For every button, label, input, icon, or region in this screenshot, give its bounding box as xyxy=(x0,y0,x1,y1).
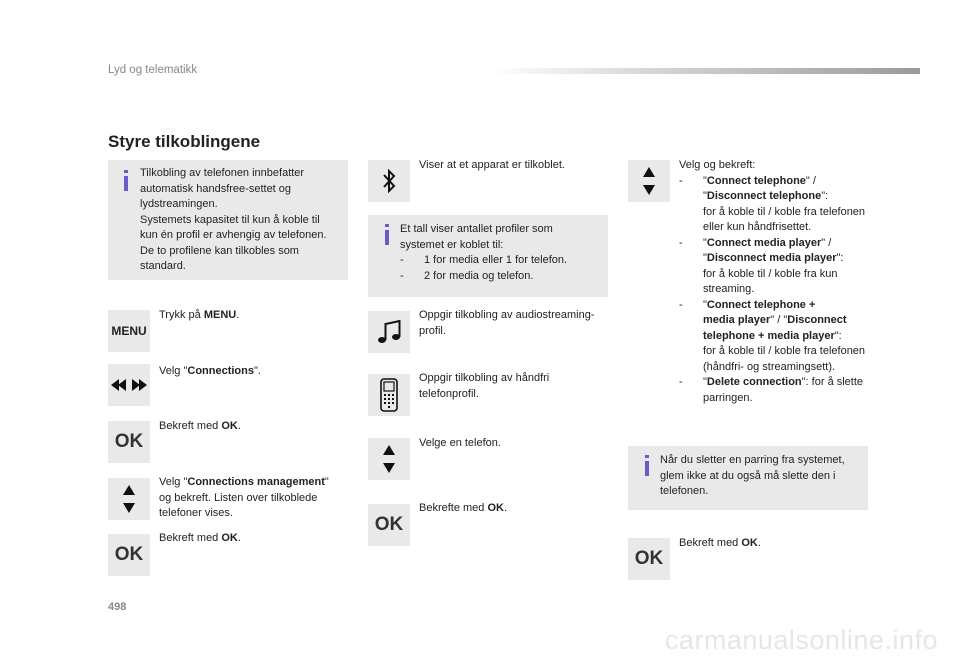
info1-line: De to profilene kan tilkobles som xyxy=(140,244,299,257)
up-down-arrows-icon xyxy=(108,478,150,520)
step-confirm-ok-4: Bekreft med OK. xyxy=(679,537,761,549)
info1-line: standard. xyxy=(140,260,186,272)
info-box-connection xyxy=(108,160,348,280)
list-item: - "Connect telephone" / "Disconnect telephone": for å koble til / koble fra telefonen eller kun håndfrisettet. xyxy=(679,174,866,233)
step-connections-management: Velg "Connections management" og bekreft. Listen over tilkoblede telefoner vises. xyxy=(159,476,329,519)
info-box-profiles: Et tall viser antallet profiler som systemet er koblet til: - 1 for media eller 1 for telefon. - 2 for media og telefon. xyxy=(368,215,608,297)
up-down-arrows-icon xyxy=(628,160,670,202)
step-confirm-ok: Bekreft med OK. xyxy=(159,420,241,432)
left-right-arrows-icon xyxy=(108,364,150,406)
section-title: Lyd og telematikk xyxy=(108,64,198,76)
ok-button-icon: OK xyxy=(108,534,150,576)
ok-button-icon: OK xyxy=(108,421,150,463)
info1-line: kun én profil er avhengig av telefonen. xyxy=(140,229,327,241)
step-confirm-ok-2: Bekreft med OK. xyxy=(159,532,241,544)
mobile-phone-icon xyxy=(368,374,410,416)
list-item: - "Connect media player" / "Disconnect media player": for å koble til / koble fra kun streaming. xyxy=(679,236,844,295)
select-phone-text: Velge en telefon. xyxy=(419,437,501,449)
header-rule xyxy=(490,68,920,74)
watermark: carmanualsonline.info xyxy=(664,625,938,655)
menu-button-icon: MENU xyxy=(108,310,150,352)
list-item: - 2 for media og telefon. xyxy=(400,269,534,282)
info-icon xyxy=(385,230,389,245)
page-title: Styre tilkoblingene xyxy=(108,132,261,151)
info-icon xyxy=(124,176,128,191)
ok-button-icon: OK xyxy=(628,538,670,580)
list-item: - "Connect telephone + media player" / "Disconnect telephone + media player": for å koble til / koble fra telefonen (håndfri- og streamingsett). xyxy=(679,298,866,373)
step-select-connections: Velg "Connections". xyxy=(159,365,261,377)
bluetooth-description: Viser at et apparat er tilkoblet. xyxy=(419,159,565,171)
list-item: - "Delete connection": for å slette parringen. xyxy=(679,376,864,404)
info1-line: automatisk handsfree-settet og xyxy=(140,182,292,195)
info1-line: Systemets kapasitet til kun å koble til xyxy=(140,213,320,226)
info-box-delete: Når du sletter en parring fra systemet, glem ikke at du også må slette den i telefonen. xyxy=(628,446,868,510)
music-description: Oppgir tilkobling av audiostreaming- profil. xyxy=(419,309,595,337)
page-number: 498 xyxy=(108,601,127,613)
step-confirm-ok-3: Bekrefte med OK. xyxy=(419,502,508,514)
info1-line: lydstreamingen. xyxy=(140,198,218,210)
up-down-arrows-icon xyxy=(368,438,410,480)
connection-options: Velg og bekreft: - "Connect telephone" / "Disconnect telephone": for å koble til / koble fra telefonen eller kun håndfrisettet. - "Connect media player" / "Disconnect media player": for å koble til / koble fra kun streaming. - "Connect telephone + media player" / "Disconnect telephone + media player": for å koble til / koble fra telefonen (håndfri- og streamingsett). - "Delete connection": for å slette parringen. xyxy=(679,158,879,406)
phone-description: Oppgir tilkobling av håndfri telefonprofil. xyxy=(419,372,550,400)
info1-line: Tilkobling av telefonen innbefatter xyxy=(140,167,305,179)
bluetooth-icon xyxy=(368,160,410,202)
list-item: - 1 for media eller 1 for telefon. xyxy=(400,254,568,266)
info-icon xyxy=(645,461,649,476)
ok-button-icon: OK xyxy=(368,504,410,546)
step-press-menu: Trykk på MENU. xyxy=(159,309,240,321)
music-note-icon xyxy=(368,311,410,353)
